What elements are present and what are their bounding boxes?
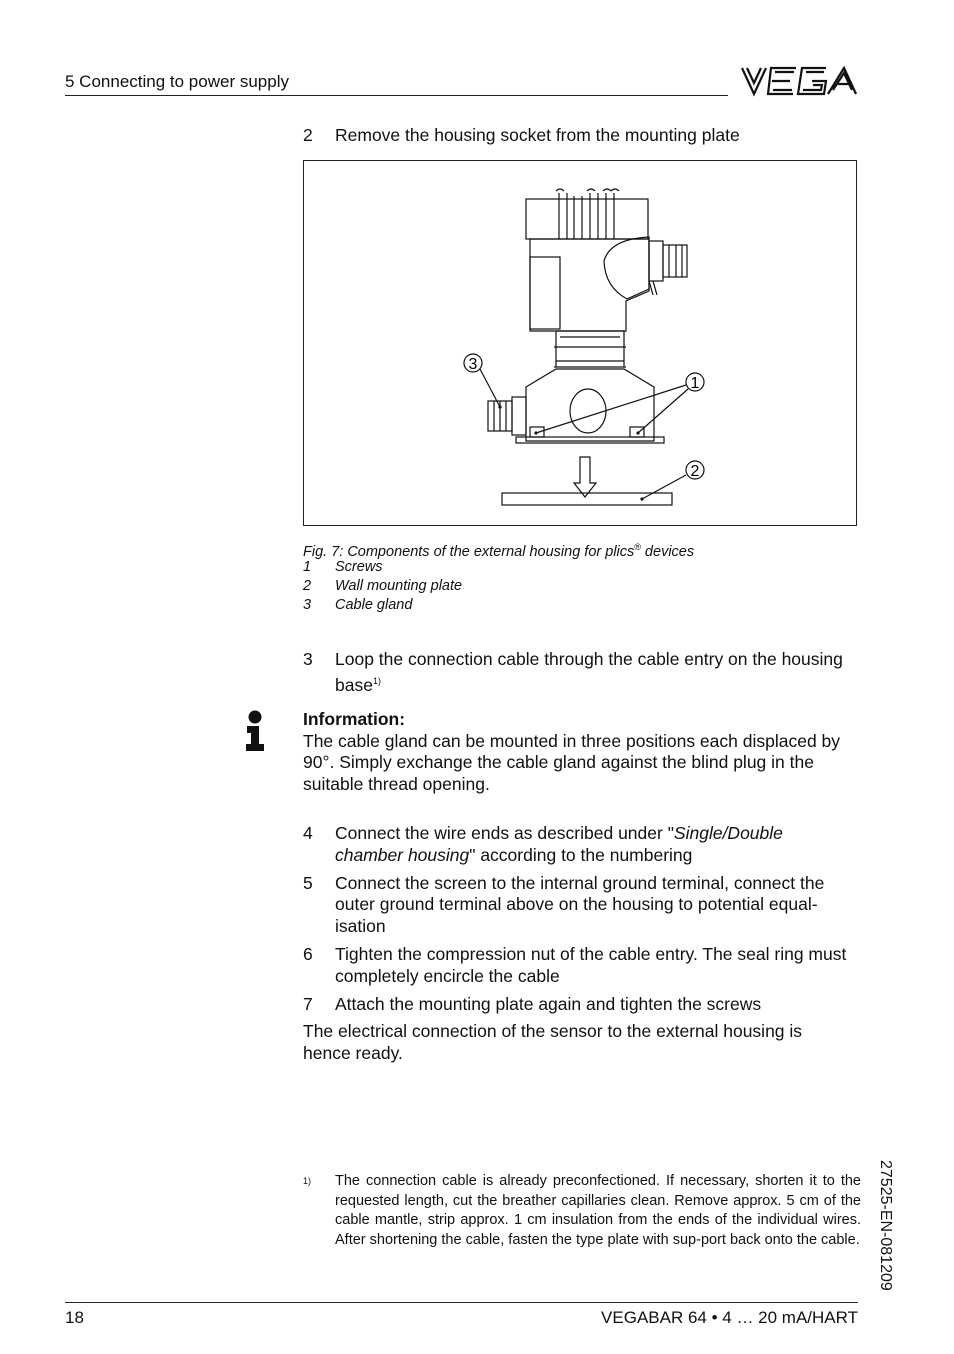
legend-label: Wall mounting plate <box>335 578 463 594</box>
legend-item <box>303 577 462 596</box>
callout-1: 1 <box>690 375 700 392</box>
info-line: suitable thread opening. <box>303 774 490 794</box>
step-4 <box>303 822 863 866</box>
housing-drawing <box>304 161 856 525</box>
step-6 <box>303 943 863 987</box>
info-icon <box>244 710 266 752</box>
step-number: 4 <box>303 823 313 843</box>
step-text: Tighten the compression nut of the cable entry. The seal ring must <box>335 944 847 964</box>
step-text-cont <box>335 670 381 696</box>
callout-2: 2 <box>690 463 700 480</box>
step-text-cont: isation <box>335 916 386 936</box>
header-divider <box>65 95 728 96</box>
step-text-word: base <box>335 674 373 695</box>
step-text: Remove the housing socket from the mounting plate <box>335 125 740 145</box>
step-text <box>335 822 783 844</box>
legend-item <box>303 558 383 577</box>
step-3 <box>303 648 863 695</box>
step-number: 2 <box>303 125 313 145</box>
step-text-cont <box>335 844 692 866</box>
step-text-part: Connect the wire ends as described under " <box>335 823 674 843</box>
step-number: 7 <box>303 994 313 1014</box>
step-text: Loop the connection cable through the cable entry on the housing <box>335 649 843 669</box>
legend-number: 3 <box>303 597 312 613</box>
info-line: The cable gland can be mounted in three positions each displaced by <box>303 731 841 751</box>
product-name: VEGABAR 64 • 4 … 20 mA/HART <box>601 1308 858 1327</box>
document-code <box>870 1160 894 1310</box>
caption-suffix: devices <box>640 543 695 560</box>
closing-line: The electrical connection of the sensor to the external housing is <box>303 1021 803 1041</box>
figure-frame <box>303 160 857 526</box>
page-number: 18 <box>65 1308 84 1327</box>
step-5 <box>303 872 863 938</box>
vega-logo <box>740 64 858 98</box>
footnote-mark: 1) <box>303 1176 312 1186</box>
legend-item <box>303 596 412 615</box>
footnote-ref: 1) <box>372 676 381 686</box>
closing-line: hence ready. <box>303 1043 403 1063</box>
step-text-italic: chamber housing <box>335 845 470 865</box>
step-text-italic: Single/Double <box>673 823 783 843</box>
caption-text: Fig. 7: Components of the external housing for plics <box>303 543 635 560</box>
legend-number: 1 <box>303 559 312 575</box>
step-7 <box>303 993 863 1015</box>
document-code-text: 27525-EN-081209 <box>877 1160 894 1291</box>
step-text: Connect the screen to the internal ground terminal, connect the <box>335 873 825 893</box>
step-text-cont: completely encircle the cable <box>335 966 560 986</box>
step-text-cont: outer ground terminal above on the housing to potential equal- <box>335 894 818 914</box>
legend-label: Cable gland <box>335 597 413 613</box>
footnote-text: The connection cable is already preconfectioned. If necessary, shorten it to the requested length, cut the breather capillaries clean. Remove approx. 5 cm of the cable mantle, strip approx. 1 cm insulation from the ends of the individual wires. After shortening the cable, fasten the type plate with sup-port back onto the cable. <box>335 1173 861 1248</box>
step-text: Attach the mounting plate again and tighten the screws <box>335 994 762 1014</box>
legend-label: Screws <box>335 559 383 575</box>
step-number: 3 <box>303 649 313 669</box>
info-title: Information: <box>303 709 406 729</box>
step-2 <box>303 124 863 146</box>
callout-3: 3 <box>468 356 478 373</box>
step-text-part: " according to the numbering <box>469 845 693 865</box>
info-line: 90°. Simply exchange the cable gland against the blind plug in the <box>303 752 814 772</box>
footer-divider <box>65 1302 858 1303</box>
legend-number: 2 <box>303 578 312 594</box>
registered-mark: ® <box>634 542 641 552</box>
step-number: 5 <box>303 873 313 893</box>
section-heading: 5 Connecting to power supply <box>65 72 289 91</box>
step-number: 6 <box>303 944 313 964</box>
